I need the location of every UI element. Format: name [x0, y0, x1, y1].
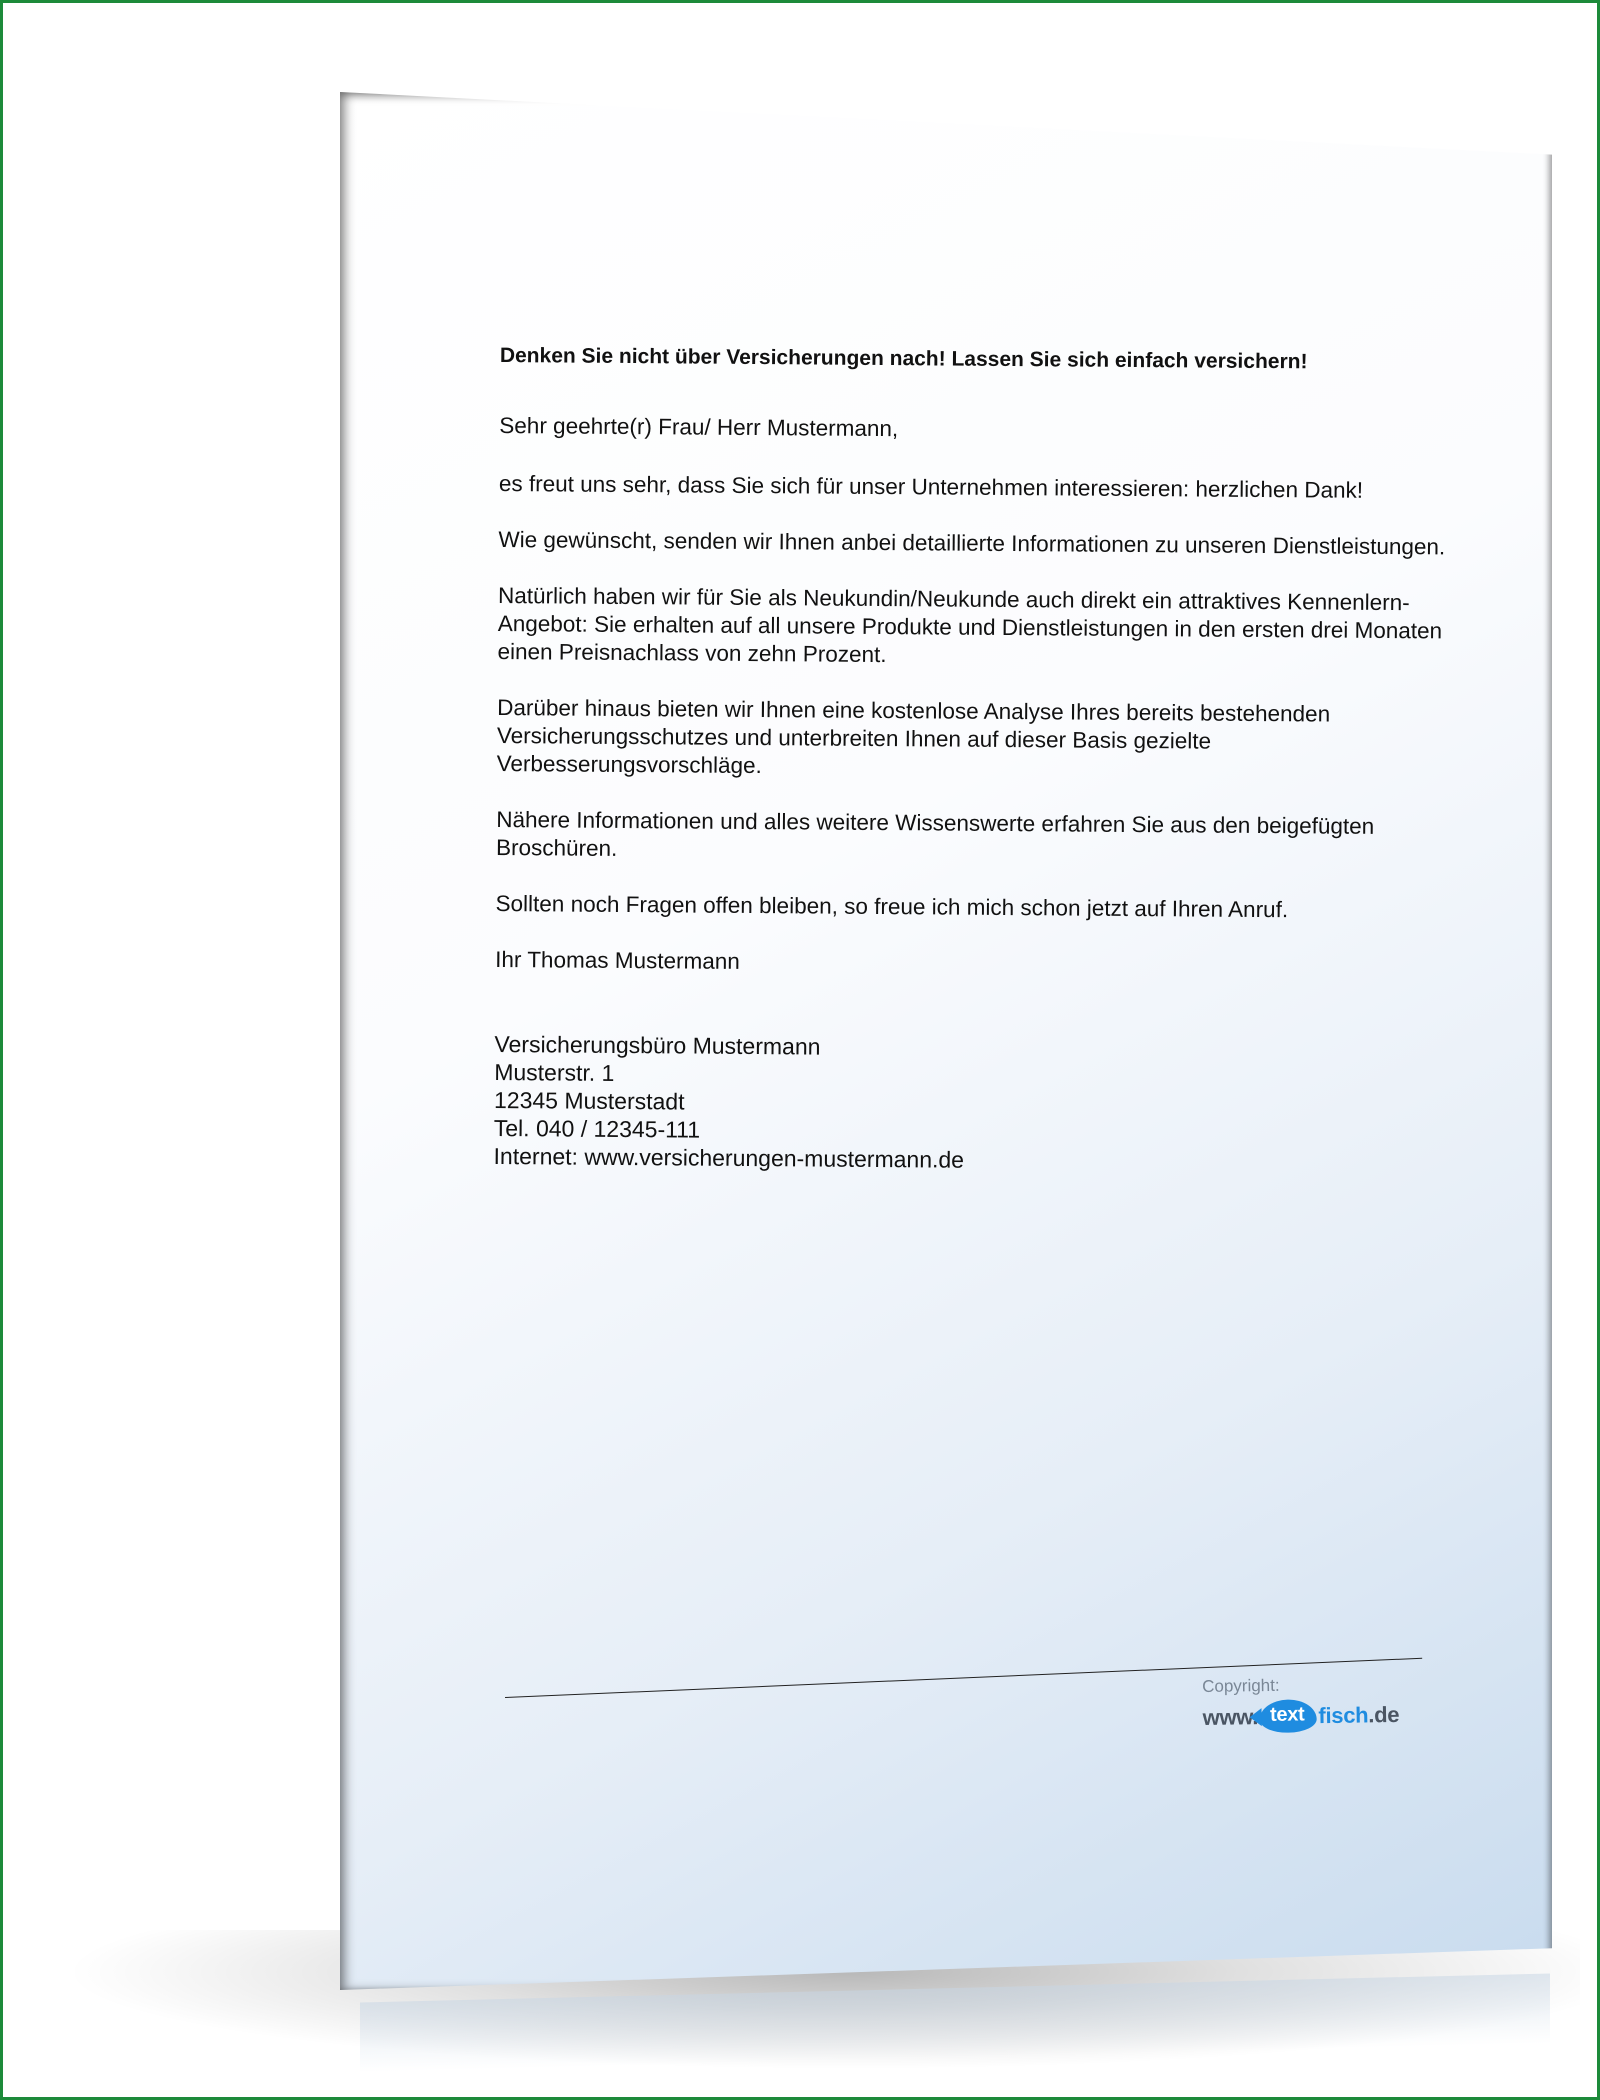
address-internet: Internet: www.versicherungen-mustermann.de — [493, 1142, 965, 1173]
address-street: Musterstr. 1 — [494, 1058, 615, 1086]
letter-title: Denken Sie nicht über Versicherungen nach! Lassen Sie sich einfach versichern! — [499, 343, 1308, 374]
signature: Ihr Thomas Mustermann — [495, 946, 740, 974]
document-sheet — [340, 92, 1552, 1990]
logo-middle: fisch — [1318, 1701, 1369, 1728]
logo-suffix: .de — [1368, 1701, 1400, 1727]
textfisch-logo — [1202, 1698, 1399, 1734]
address-company: Versicherungsbüro Mustermann — [494, 1030, 821, 1060]
salutation: Sehr geehrte(r) Frau/ Herr Mustermann, — [499, 412, 899, 442]
address-phone: Tel. 040 / 12345-111 — [493, 1114, 701, 1143]
paragraph-brochures: Nähere Informationen und alles weitere Wissenswerte erfahren Sie aus den beigefügten Broschüren. — [495, 806, 1375, 861]
fish-icon — [1260, 1699, 1317, 1733]
paragraph-offer: Natürlich haben wir für Sie als Neukundin/Neukunde auch direkt ein attraktives Kennenlern-Angebot: Sie erhalten auf all unsere Produkte und Dienstleistungen in den ersten drei Monaten einen Preisnachlass von zehn Prozent. — [497, 582, 1443, 668]
paragraph-thanks: es freut uns sehr, dass Sie sich für unser Unternehmen interessieren: herzlichen Dank! — [498, 470, 1364, 503]
logo-prefix: www. — [1202, 1703, 1259, 1730]
paragraph-analysis: Darüber hinaus bieten wir Ihnen eine kostenlose Analyse Ihres bereits bestehenden Versicherungsschutzes und unterbreiten Ihnen auf dieser Basis gezielte Verbesserungsvorschläge. — [496, 694, 1331, 779]
copyright-block — [1202, 1674, 1399, 1734]
address-city: 12345 Musterstadt — [493, 1086, 685, 1115]
paragraph-questions: Sollten noch Fragen offen bleiben, so freue ich mich schon jetzt auf Ihren Anruf. — [495, 890, 1289, 923]
logo-fish-text: text — [1269, 1703, 1305, 1726]
letter-body — [493, 342, 1459, 1178]
paragraph-information: Wie gewünscht, senden wir Ihnen anbei detaillierte Informationen zu unseren Dienstleistungen. — [498, 526, 1446, 560]
sender-address — [493, 1030, 1454, 1178]
copyright-label: Copyright: — [1202, 1675, 1280, 1696]
